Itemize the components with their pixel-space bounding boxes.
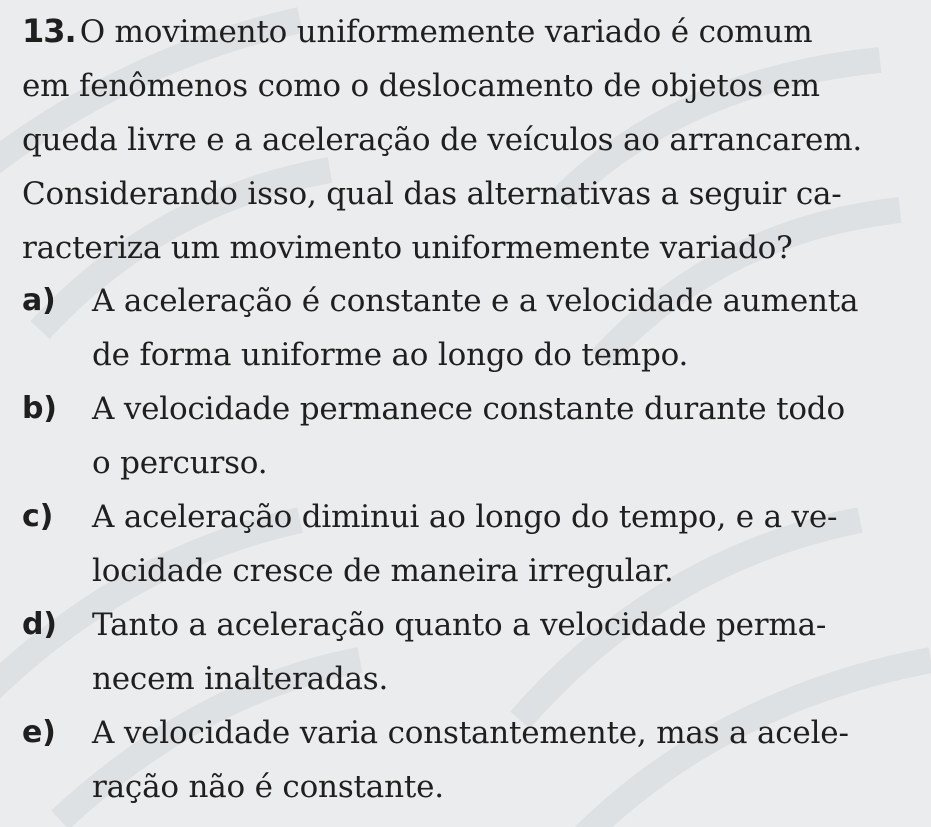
option-text: A aceleração é constante e a velocidade aumenta de forma uniforme ao longo do tempo. <box>92 283 859 373</box>
question-line: 13. O movimento uniformemente variado é comum <box>22 12 813 50</box>
question-line: racteriza um movimento uniformemente variado? <box>22 230 793 266</box>
option-text: A aceleração diminui ao longo do tempo, e a ve- locidade cresce de maneira irregular. <box>92 499 838 589</box>
option-text: A velocidade permanece constante durante todo o percurso. <box>92 391 845 481</box>
option-letter: d) <box>22 607 57 642</box>
option-text: Tanto a aceleração quanto a velocidade perma- necem inalteradas. <box>92 607 827 697</box>
option-text: A velocidade varia constantemente, mas a acele- ração não é constante. <box>92 715 849 805</box>
question-line: Considerando isso, qual das alternativas a seguir ca- <box>22 176 842 212</box>
option-letter: c) <box>22 499 54 534</box>
option-letter: a) <box>22 283 56 318</box>
option-letter: b) <box>22 391 57 426</box>
question-line: em fenômenos como o deslocamento de objetos em <box>22 68 820 104</box>
question-number: 13. <box>22 12 76 50</box>
question-stem <box>22 4 902 275</box>
option-letter: e) <box>22 715 56 750</box>
question-line: queda livre e a aceleração de veículos ao arrancarem. <box>22 122 863 158</box>
